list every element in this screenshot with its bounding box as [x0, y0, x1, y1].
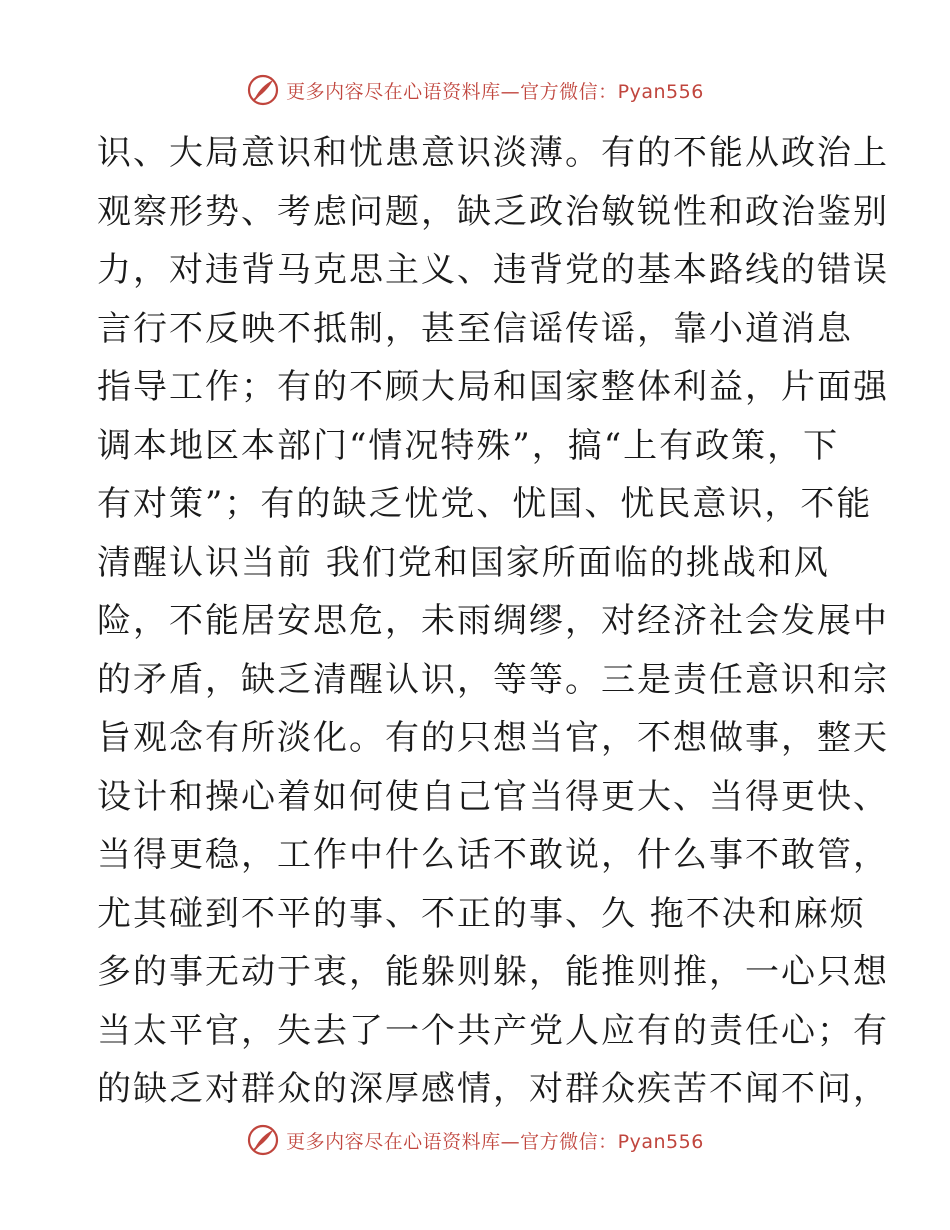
red-feather-logo-icon [246, 1123, 280, 1157]
body-line: 的缺乏对群众的深厚感情，对群众疾苦不闻不问， [97, 1069, 889, 1109]
red-feather-logo-icon [246, 73, 280, 107]
body-line: 当太平官，失去了一个共产党人应有的责任心；有 [97, 1010, 889, 1051]
footer-banner-text: 更多内容尽在心语资料库—官方微信：Pyan556 [286, 1130, 704, 1153]
body-line: 多的事无动于衷，能躲则躲，能推则推，一心只想 [97, 952, 889, 992]
body-line: 当得更稳，工作中什么话不敢说，什么事不敢管， [97, 835, 889, 875]
body-line: 旨观念有所淡化。有的只想当官，不想做事，整天 [97, 718, 889, 758]
body-line: 设计和操心着如何使自己官当得更大、当得更快、 [97, 776, 889, 817]
body-line: 尤其碰到不平的事、不正的事、久 拖不决和麻烦 [97, 893, 866, 934]
body-line: 调本地区本部门“情况特殊”，搞“上有政策，下 [97, 425, 840, 466]
body-line: 观察形势、考虑问题，缺乏政治敏锐性和政治鉴别 [97, 191, 889, 232]
body-line: 言行不反映不抵制，甚至信谣传谣，靠小道消息 [97, 308, 853, 349]
header-banner-text: 更多内容尽在心语资料库—官方微信：Pyan556 [286, 80, 704, 103]
body-line: 识、大局意识和忧患意识淡薄。有的不能从政治上 [97, 133, 889, 173]
footer-banner [0, 1120, 950, 1160]
body-line: 有对策”；有的缺乏忧党、忧国、忧民意识，不能 [97, 484, 873, 524]
header-banner [0, 70, 950, 110]
body-line: 险，不能居安思危，未雨绸缪，对经济社会发展中 [97, 601, 889, 641]
body-line: 清醒认识当前 我们党和国家所面临的挑战和风 [97, 542, 830, 583]
body-line: 指导工作；有的不顾大局和国家整体利益，片面强 [97, 367, 889, 407]
body-line: 的矛盾，缺乏清醒认识，等等。三是责任意识和宗 [97, 659, 889, 700]
document-body [97, 124, 889, 1119]
body-line: 力，对违背马克思主义、违背党的基本路线的错误 [97, 250, 889, 290]
